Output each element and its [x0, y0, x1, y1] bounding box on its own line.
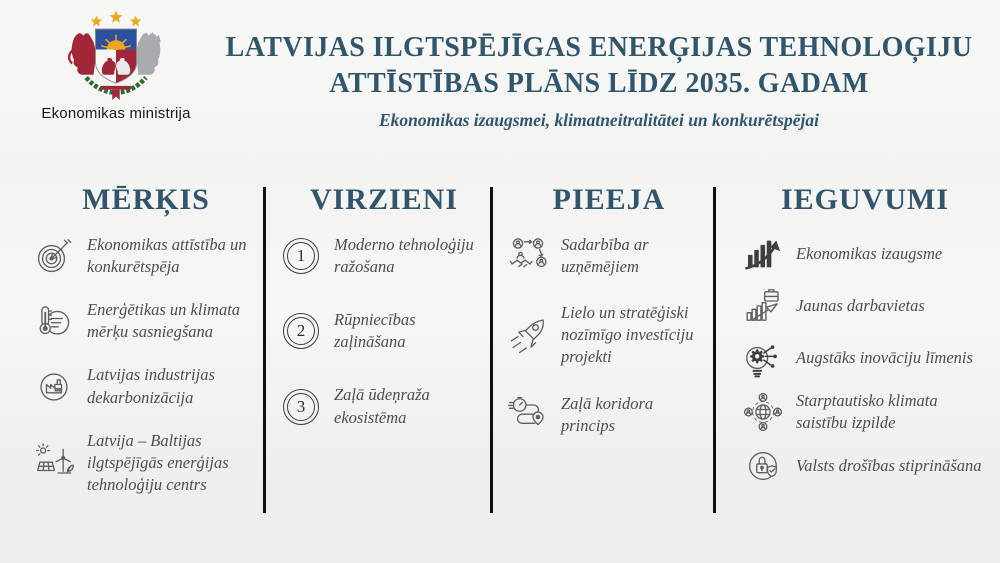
item-label: Sadarbība ar uzņēmējiem [561, 235, 649, 277]
column-merkis [25, 183, 263, 517]
factory-icon [33, 367, 75, 407]
item-label: Valsts drošības stiprināšana [796, 456, 982, 476]
content-columns [25, 183, 990, 517]
list-item [33, 430, 259, 496]
list-item [33, 234, 259, 278]
column-title: MĒRĶIS [82, 183, 210, 216]
column-title: VIRZIENI [309, 183, 459, 216]
innovation-icon [742, 338, 784, 378]
item-label: Augstāks inovāciju līmenis [796, 347, 973, 367]
security-lock-icon [742, 446, 784, 486]
column-virzieni [266, 183, 490, 460]
ministry-logo-block [30, 10, 202, 122]
list-item [280, 384, 488, 428]
new-jobs-icon [742, 286, 784, 326]
list-item [742, 390, 988, 434]
item-label: Starptautisko klimata saistību izpilde [796, 391, 938, 433]
badge-number: 1 [287, 242, 315, 270]
route-timer-icon [507, 395, 549, 435]
thermometer-icon [33, 301, 75, 341]
title-line-2: ATTĪSTĪBAS PLĀNS LĪDZ 2035. GADAM [329, 67, 869, 99]
badge-number: 3 [287, 393, 315, 421]
item-label: Zaļā ūdeņraža ekosistēma [334, 385, 430, 427]
list-item [280, 234, 488, 278]
list-item [742, 234, 988, 274]
number-1-badge-icon [280, 238, 322, 274]
list-item [507, 302, 711, 368]
rocket-icon [507, 315, 549, 355]
list-item [507, 234, 711, 278]
list-item [507, 393, 711, 437]
list-item [742, 286, 988, 326]
renewable-energy-icon [33, 443, 75, 483]
latvia-coat-of-arms-icon [60, 10, 172, 104]
page-title [203, 30, 995, 101]
item-label: Zaļā koridora princips [561, 393, 654, 435]
page-subtitle: Ekonomikas izaugsmei, klimatneitralitātei un konkurētspējai [378, 110, 819, 131]
title-line-1: LATVIJAS ILGTSPĒJĪGAS ENERĢIJAS TEHNOLOĢIJU [225, 32, 973, 63]
item-label: Ekonomikas attīstība un konkurētspēja [87, 235, 247, 277]
item-label: Jaunas darbavietas [796, 295, 925, 315]
item-label: Ekonomikas izaugsme [796, 243, 943, 263]
item-label: Latvijas industrijas dekarbonizācija [87, 365, 215, 407]
item-label: Lielo un stratēģiski nozīmīgo investīciju projekti [561, 303, 694, 367]
column-title: IEGUVUMI [780, 183, 949, 216]
growth-chart-icon [742, 234, 784, 274]
column-title: PIEEJA [552, 183, 666, 216]
badge-number: 2 [287, 317, 315, 345]
item-label: Rūpniecības zaļināšana [334, 310, 416, 352]
number-2-badge-icon [280, 313, 322, 349]
item-label: Moderno tehnoloģiju ražošana [334, 235, 474, 277]
list-item [280, 309, 488, 353]
global-climate-icon [742, 392, 784, 432]
list-item [33, 364, 259, 408]
column-pieeja [493, 183, 713, 461]
list-item [33, 299, 259, 343]
column-ieguvumi [716, 183, 990, 498]
list-item [742, 338, 988, 378]
target-icon [33, 236, 75, 276]
item-label: Latvija – Baltijas ilgtspējīgās enerģijas tehnoloģiju centrs [87, 430, 229, 494]
collaboration-icon [507, 236, 549, 276]
title-block [203, 30, 995, 131]
number-3-badge-icon [280, 389, 322, 425]
item-label: Enerģētikas un klimata mērķu sasniegšana [87, 300, 241, 342]
ministry-name: Ekonomikas ministrija [41, 105, 191, 122]
list-item [742, 446, 988, 486]
